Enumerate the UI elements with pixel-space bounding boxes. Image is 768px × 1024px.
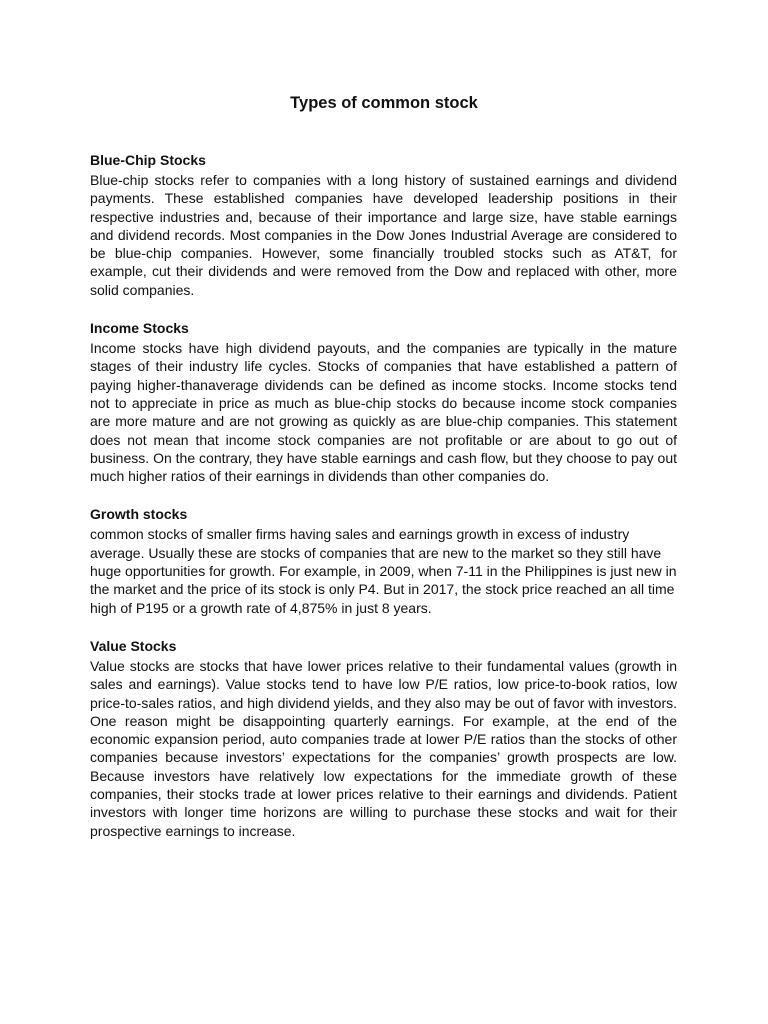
section-growth-stocks [90,504,677,616]
section-body: Income stocks have high dividend payouts, and the companies are typically in the mature stages of their industry life cycles. Stocks of companies that have established a pattern of paying higher-thanaverage dividends can be defined as income stocks. Income stocks tend not to appreciate in price as much as blue-chip stocks do because income stock companies are more mature and are not growing as quickly as are blue-chip companies. This statement does not mean that income stock companies are not profitable or are about to go out of business. On the contrary, they have stable earnings and cash flow, but they choose to pay out much higher ratios of their earnings in dividends than other companies do. [90,340,677,485]
section-heading: Blue-Chip Stocks [90,152,206,168]
section-heading: Income Stocks [90,320,189,337]
section-heading: Value Stocks [90,637,177,654]
section-body: Blue-chip stocks refer to companies with a long history of sustained earnings and dividend payments. These established companies have developed leadership positions in their respective industries and, because of their importance and large size, have stable earnings and dividend records. Most companies in the Dow Jones Industrial Average are considered to be blue-chip companies. However, some financially troubled stocks such as AT&T, for example, cut their dividends and were removed from the Dow and replaced with other, more solid companies. [90,172,677,298]
section-heading: Growth stocks [90,506,188,523]
section-body: Value stocks are stocks that have lower prices relative to their fundamental values (growth in sales and earnings). Value stocks tend to have low P/E ratios, low price-to-book ratios, low price-to-sales ratios, and high dividend yields, and they also may be out of favor with investors. One reason might be disappointing quarterly earnings. For example, at the end of the economic expansion period, auto companies trade at lower P/E ratios than the stocks of other companies because investors’ expectations for the companies’ growth prospects are low. Because investors have relatively low expectations for the immediate growth of these companies, their stocks trade at lower prices relative to their earnings and dividends. Patient investors with longer time horizons are willing to purchase these stocks and wait for their prospective earnings to increase. [90,657,677,839]
section-blue-chip-stocks [90,150,677,299]
section-value-stocks [90,636,677,840]
section-body: common stocks of smaller firms having sales and earnings growth in excess of industry average. Usually these are stocks of companies that are new to the market so they still have huge opportunities for growth. For example, in 2009, when 7-11 in the Philippines is just new in the market and the price of its stock is only P4. But in 2017, the stock price reached an all time high of P195 or a growth rate of 4,875% in just 8 years. [90,526,677,616]
document-title: Types of common stock [290,94,478,112]
document-content [90,150,677,859]
section-income-stocks [90,318,677,485]
